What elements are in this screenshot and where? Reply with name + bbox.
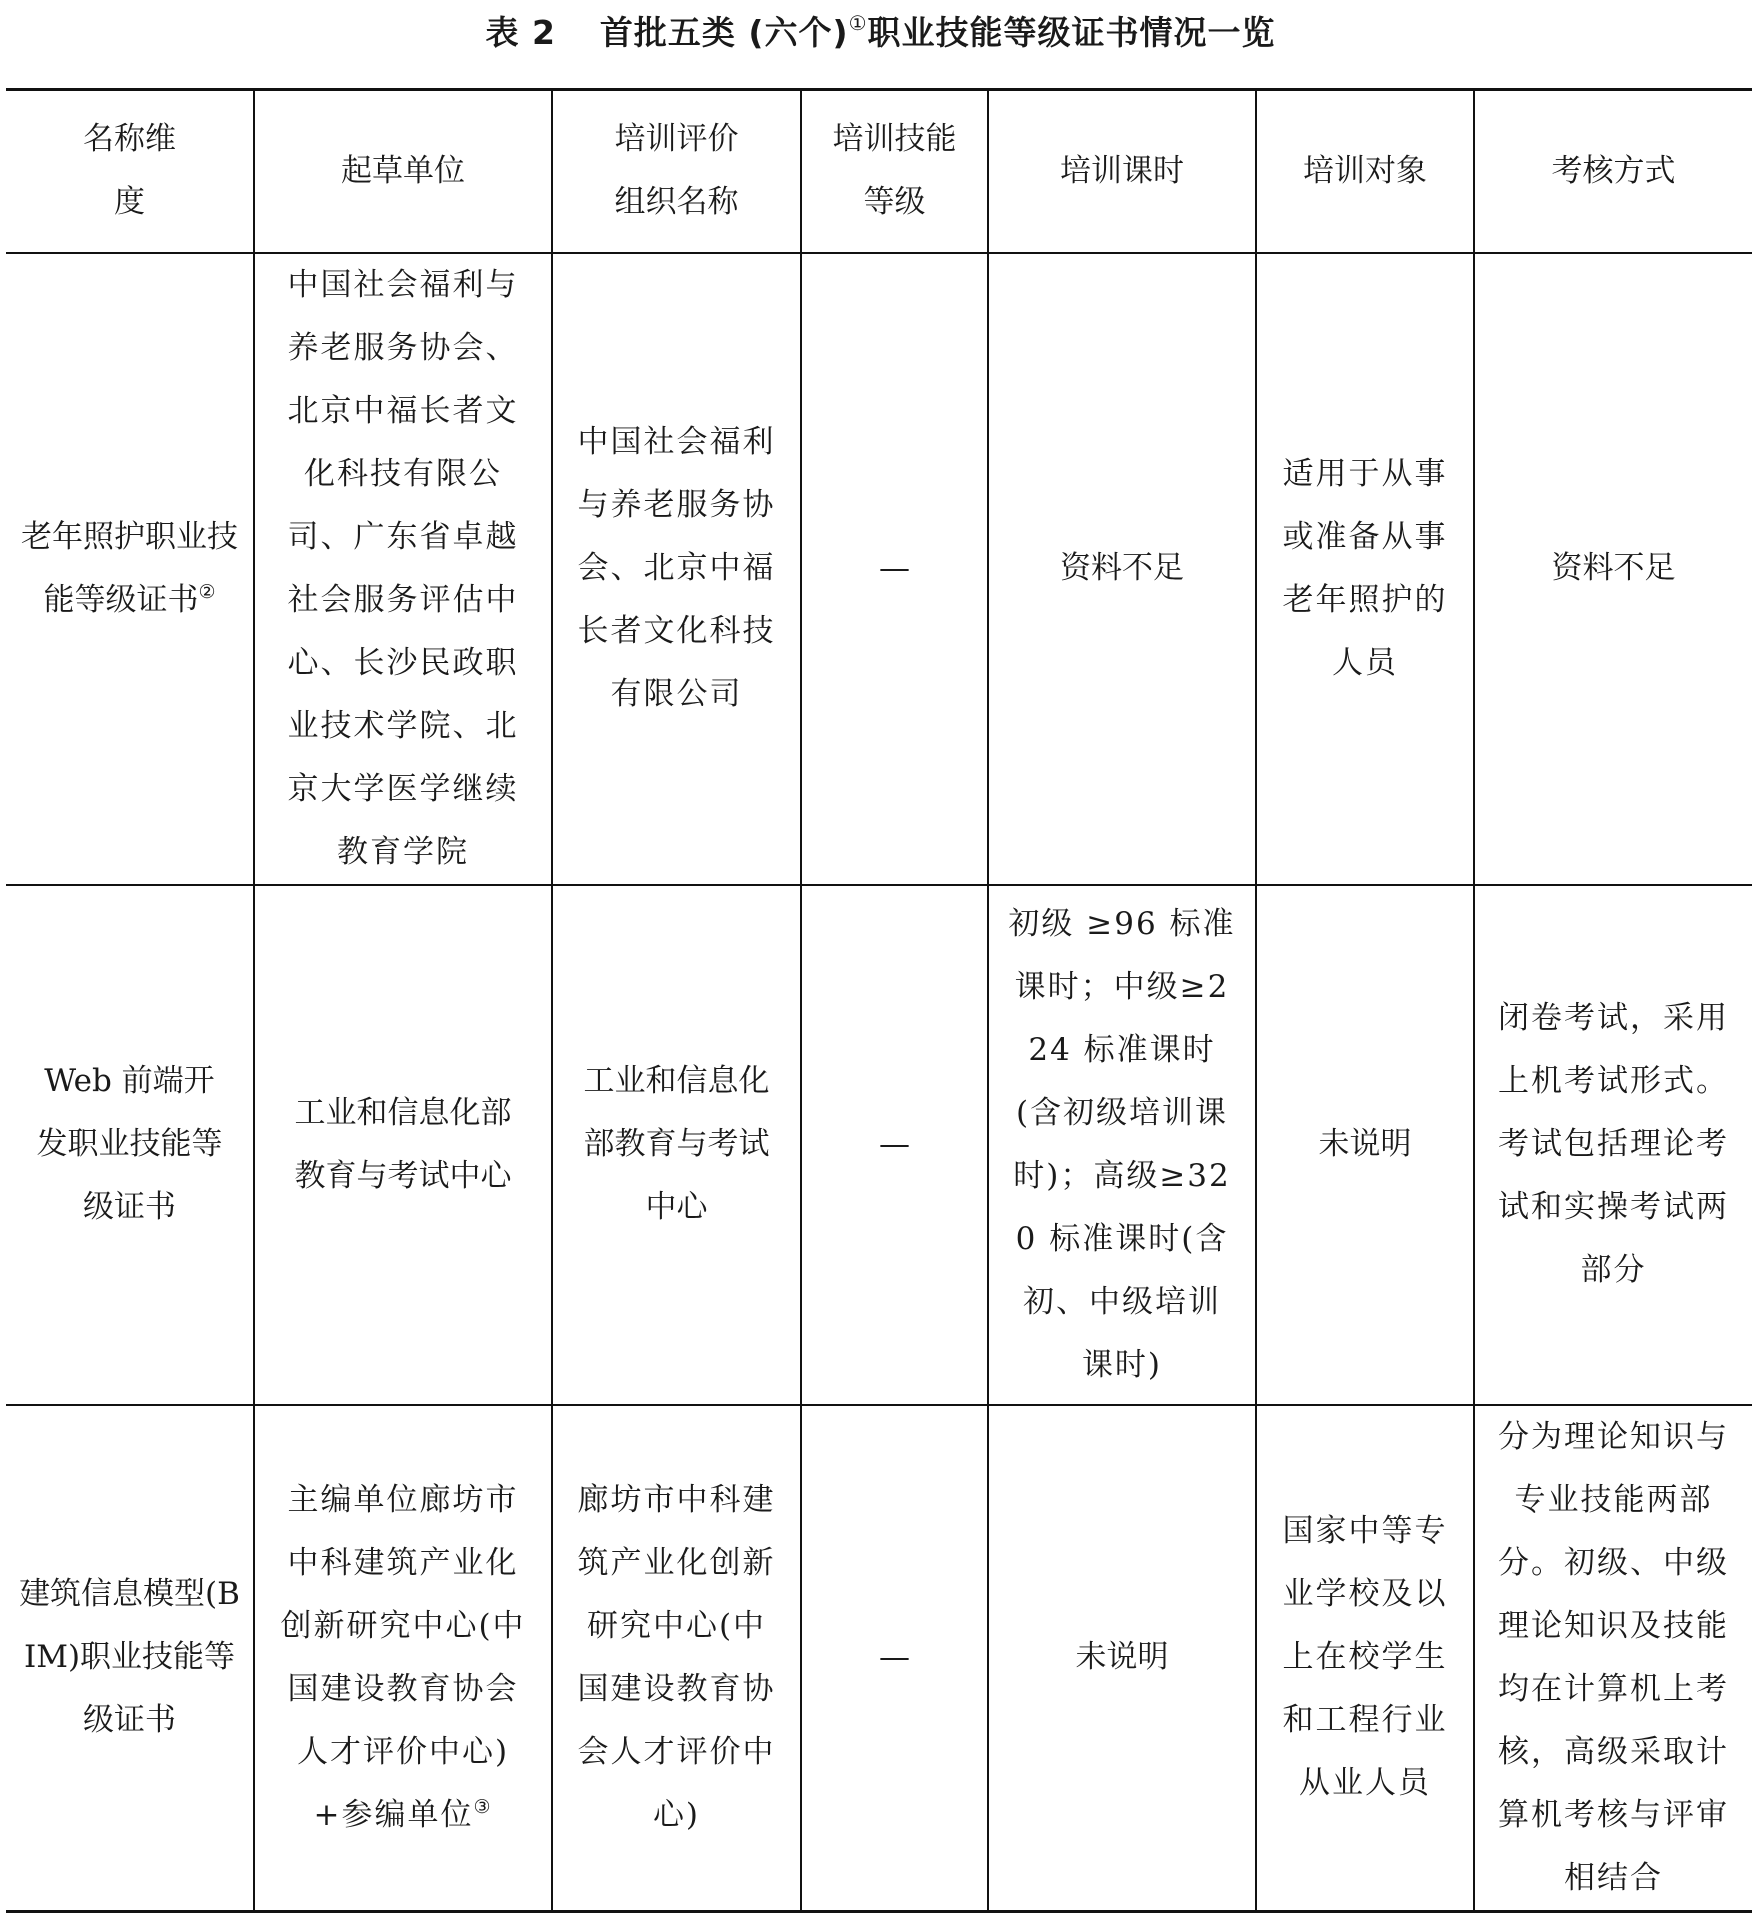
column-header: 起草单位 (254, 90, 552, 253)
hours-cell: 未说明 (988, 1405, 1256, 1912)
drafter-cell: 主编单位廊坊市中科建筑产业化创新研究中心(中国建设教育协会人才评价中心)+参编单位③ (254, 1405, 552, 1912)
assessment-cell: 分为理论知识与专业技能两部分。初级、中级理论知识及技能均在计算机上考核，高级采取计算机考核与评审相结合 (1474, 1405, 1752, 1912)
cert-name-cell: Web 前端开发职业技能等级证书 (6, 885, 254, 1405)
table-caption (0, 0, 1761, 60)
level-cell: — (801, 253, 988, 885)
assessment-cell: 闭卷考试，采用上机考试形式。考试包括理论考试和实操考试两部分 (1474, 885, 1752, 1405)
column-header: 培训对象 (1256, 90, 1474, 253)
column-header: 培训课时 (988, 90, 1256, 253)
hours-cell: 资料不足 (988, 253, 1256, 885)
column-header: 名称维度 (6, 90, 254, 253)
table-row (6, 253, 1752, 885)
cert-name-cell: 建筑信息模型(BIM)职业技能等级证书 (6, 1405, 254, 1912)
target-cell: 未说明 (1256, 885, 1474, 1405)
table-row (6, 885, 1752, 1405)
column-header: 考核方式 (1474, 90, 1752, 253)
table-title: 首批五类 (六个)①职业技能等级证书情况一览 (599, 10, 1276, 52)
org-cell: 工业和信息化部教育与考试中心 (552, 885, 801, 1405)
org-cell: 廊坊市中科建筑产业化创新研究中心(中国建设教育协会人才评价中心) (552, 1405, 801, 1912)
column-header: 培训评价组织名称 (552, 90, 801, 253)
footnote-marker: ① (848, 10, 868, 35)
certificate-table (6, 88, 1752, 1913)
footnote-marker: ③ (473, 1795, 493, 1818)
column-header: 培训技能等级 (801, 90, 988, 253)
hours-cell: 初级 ≥96 标准课时；中级≥224 标准课时(含初级培训课时)；高级≥320 标准课时(含初、中级培训课时) (988, 885, 1256, 1405)
target-cell: 国家中等专业学校及以上在校学生和工程行业从业人员 (1256, 1405, 1474, 1912)
target-cell: 适用于从事或准备从事老年照护的人员 (1256, 253, 1474, 885)
table-number: 表 2 (485, 12, 556, 52)
drafter-cell: 中国社会福利与养老服务协会、北京中福长者文化科技有限公司、广东省卓越社会服务评估中心、长沙民政职业技术学院、北京大学医学继续教育学院 (254, 253, 552, 885)
level-cell: — (801, 1405, 988, 1912)
footnote-marker: ② (198, 580, 216, 603)
cert-name-cell: 老年照护职业技能等级证书② (6, 253, 254, 885)
level-cell: — (801, 885, 988, 1405)
org-cell: 中国社会福利与养老服务协会、北京中福长者文化科技有限公司 (552, 253, 801, 885)
assessment-cell: 资料不足 (1474, 253, 1752, 885)
table-row (6, 1405, 1752, 1912)
header-row (6, 90, 1752, 253)
drafter-cell: 工业和信息化部教育与考试中心 (254, 885, 552, 1405)
